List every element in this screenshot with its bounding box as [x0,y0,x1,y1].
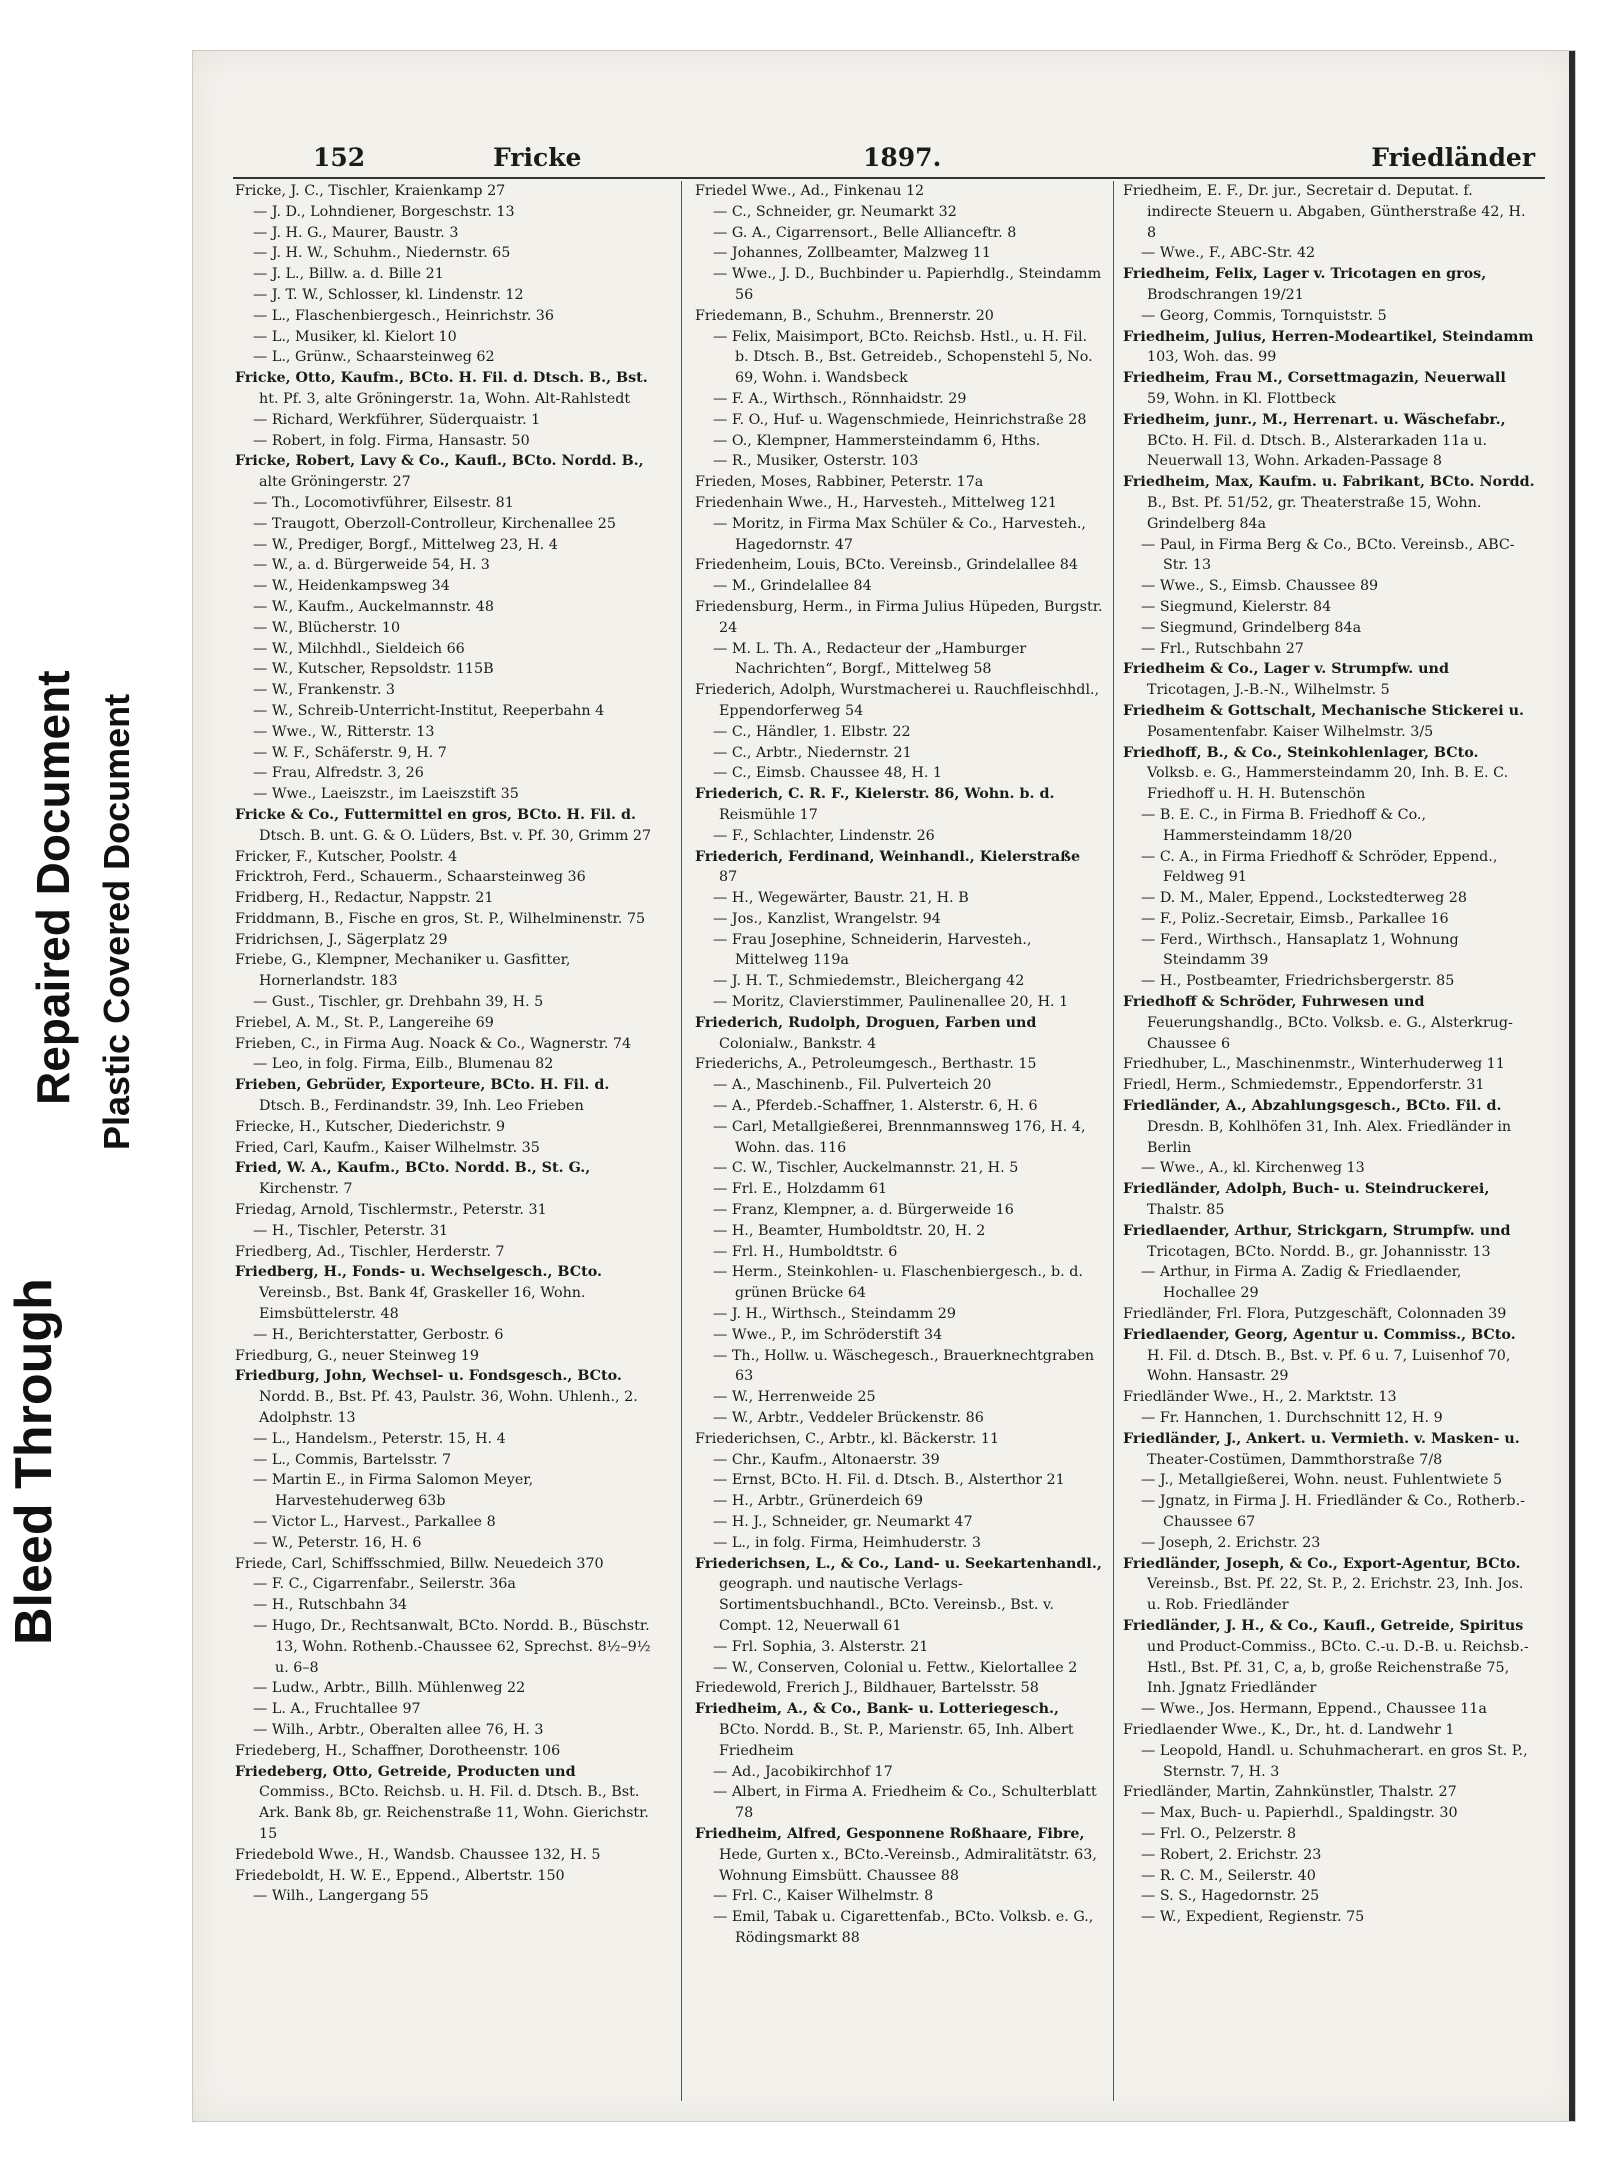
directory-entry: Friedländer, Frl. Flora, Putzgeschäft, Colonnaden 39 [1123,1306,1507,1323]
directory-entry: — Moritz, in Firma Max Schüler & Co., Harvesteh., Hagedornstr. 47 [713,515,1086,553]
directory-entry: — Traugott, Oberzoll-Controlleur, Kirchenallee 25 [253,515,616,532]
header-left-word: Fricke [493,143,582,172]
directory-entry: — C. A., in Firma Friedhoff & Schröder, Eppend., Feldweg 91 [1141,848,1498,886]
directory-entry: — Wwe., W., Ritterstr. 13 [253,723,435,740]
directory-entry: Fried, Carl, Kaufm., Kaiser Wilhelmstr. 35 [235,1139,540,1156]
directory-column-2 [695,181,1105,2101]
directory-entry: — Felix, Maisimport, BCto. Reichsb. Hstl., u. H. Fil. b. Dtsch. B., Bst. Getreideb., Schopenstehl 5, No. 69, Wohn. i. Wandsbeck [713,328,1093,387]
directory-entry: — Richard, Werkführer, Süderquaistr. 1 [253,411,541,428]
directory-entry: — Moritz, Clavierstimmer, Paulinenallee 20, H. 1 [713,994,1069,1011]
directory-entry: — Wwe., Laeiszstr., im Laeiszstift 35 [253,786,519,803]
directory-entry: — C., Arbtr., Niedernstr. 21 [713,744,912,761]
directory-entry: — L., Commis, Bartelsstr. 7 [253,1451,452,1468]
directory-entry: — Herm., Steinkohlen- u. Flaschenbiergesch., b. d. grünen Brücke 64 [713,1264,1083,1302]
directory-entry: — L., Flaschenbiergesch., Heinrichstr. 36 [253,307,554,324]
directory-entry: — H., Arbtr., Grünerdeich 69 [713,1493,923,1510]
column-divider [681,181,682,2101]
document-condition-labels [0,0,180,2177]
directory-entry: — Franz, Klempner, a. d. Bürgerweide 16 [713,1202,1014,1219]
directory-entry: — Martin E., in Firma Salomon Meyer, Harvestehuderweg 63b [253,1472,534,1510]
directory-entry: — J. D., Lohndiener, Borgeschstr. 13 [253,203,515,220]
directory-entry: — W., Herrenweide 25 [713,1389,876,1406]
directory-entry: — C., Eimsb. Chaussee 48, H. 1 [713,765,943,782]
directory-entry: Frieden, Moses, Rabbiner, Peterstr. 17a [695,474,984,491]
directory-entry: — Wwe., Jos. Hermann, Eppend., Chaussee 11a [1141,1701,1487,1718]
directory-entry: — M. L. Th. A., Redacteur der „Hamburger Nachrichten“, Borgf., Mittelweg 58 [713,640,1027,678]
directory-entry: — R., Musiker, Osterstr. 103 [713,453,919,470]
directory-entry: Fricktroh, Ferd., Schauerm., Schaarsteinweg 36 [235,869,586,886]
directory-entry: Friedeberg, H., Schaffner, Dorotheenstr. 106 [235,1742,561,1759]
directory-entry: — Frau Josephine, Schneiderin, Harvesteh., Mittelweg 119a [713,931,1032,969]
directory-entry: — W., Kaufm., Auckelmannstr. 48 [253,598,494,615]
directory-entry: Friecke, H., Kutscher, Diederichstr. 9 [235,1118,506,1135]
directory-entry: Fricke, Robert, Lavy & Co., Kaufl., BCto. Nordd. B., alte Gröningerstr. 27 [235,453,644,491]
directory-entry: Friedländer, J., Ankert. u. Vermieth. v. Masken- u. Theater-Costümen, Dammthorstraße 7/8 [1123,1430,1520,1468]
directory-entry: Friedländer, J. H., & Co., Kaufl., Getreide, Spiritus und Product-Commiss., BCto. C.-u. D.-B. u. Reichsb.-Hstl., Bst. Pf. 31, C, a, b, große Reichenstraße 75, Inh. Jgnatz Friedländer [1123,1617,1529,1697]
directory-entry: Friedebold Wwe., H., Wandsb. Chaussee 132, H. 5 [235,1846,601,1863]
directory-entry: — W., Blücherstr. 10 [253,619,401,636]
directory-entry: — W., Peterstr. 16, H. 6 [253,1534,422,1551]
directory-column-1 [235,181,663,2101]
directory-entry: — Wwe., S., Eimsb. Chaussee 89 [1141,578,1379,595]
directory-column-3 [1123,181,1535,2101]
directory-entry: — Max, Buch- u. Papierhdl., Spaldingstr. 30 [1141,1805,1458,1822]
directory-entry: — W., Conserven, Colonial u. Fettw., Kielortallee 2 [713,1659,1078,1676]
directory-entry: Friederich, C. R. F., Kielerstr. 86, Wohn. b. d. Reismühle 17 [695,786,1055,823]
directory-entry: — Leo, in folg. Firma, Eilb., Blumenau 82 [253,1056,554,1073]
directory-entry: — Robert, 2. Erichstr. 23 [1141,1846,1322,1863]
directory-entry: — Frau, Alfredstr. 3, 26 [253,765,424,782]
directory-entry: Fridrichsen, J., Sägerplatz 29 [235,931,448,948]
directory-entry: Fricke, J. C., Tischler, Kraienkamp 27 [235,183,506,199]
directory-entry: Friedenheim, Louis, BCto. Vereinsb., Grindelallee 84 [695,557,1078,574]
directory-entry: — L., in folg. Firma, Heimhuderstr. 3 [713,1534,981,1551]
directory-entry: Friedburg, John, Wechsel- u. Fondsgesch., BCto. Nordd. B., Bst. Pf. 43, Paulstr. 36, Wohn. Uhlenh., 2. Adolphstr. 13 [235,1368,638,1427]
directory-entry: — A., Pferdeb.-Schaffner, 1. Alsterstr. 6, H. 6 [713,1098,1038,1115]
directory-entry: Friedburg, G., neuer Steinweg 19 [235,1347,480,1364]
directory-entry: Friede, Carl, Schiffsschmied, Billw. Neuedeich 370 [235,1555,604,1572]
directory-entry: — Frl. E., Holzdamm 61 [713,1181,888,1198]
directory-entry: — Wilh., Arbtr., Oberalten allee 76, H. 3 [253,1721,544,1738]
directory-entry: — Ferd., Wirthsch., Hansaplatz 1, Wohnung Steindamm 39 [1141,931,1459,969]
directory-entry: — Jgnatz, in Firma J. H. Friedländer & Co., Rotherb.-Chaussee 67 [1141,1493,1525,1530]
directory-entry: — H., Wegewärter, Baustr. 21, H. B [713,890,969,907]
directory-entry: — Frl., Rutschbahn 27 [1141,640,1304,657]
directory-entry: Friedländer Wwe., H., 2. Marktstr. 13 [1123,1389,1397,1406]
directory-entry: — Arthur, in Firma A. Zadig & Friedlaender, Hochallee 29 [1141,1264,1462,1302]
plastic-covered-label: Plastic Covered Document [96,693,137,1150]
directory-entry: Friederichsen, L., & Co., Land- u. Seekartenhandl., geograph. und nautische Verlags-Sortimentsbuchhandl., BCto. Vereinsb., Bst. v. Compt. 12, Neuerwall 61 [695,1555,1102,1634]
directory-entry: Friedländer, Martin, Zahnkünstler, Thalstr. 27 [1123,1784,1457,1801]
bleed-through-label: Bleed Through [5,1278,63,1645]
directory-entry: — Frl. H., Humboldtstr. 6 [713,1243,898,1260]
header-right-word: Friedländer [1371,143,1535,172]
directory-entry: — Ad., Jacobikirchhof 17 [713,1763,893,1780]
directory-entry: — H., Berichterstatter, Gerbostr. 6 [253,1326,504,1343]
directory-entry: — Wwe., J. D., Buchbinder u. Papierhdlg., Steindamm 56 [713,266,1102,303]
directory-entry: Friedhoff & Schröder, Fuhrwesen und Feuerungshandlg., BCto. Volksb. e. G., Alsterkrug-Chaussee 6 [1123,994,1513,1052]
directory-entry: Friedheim, Julius, Herren-Modeartikel, Steindamm 103, Woh. das. 99 [1123,328,1534,366]
directory-entry: Friedeberg, Otto, Getreide, Producten und Commiss., BCto. Reichsb. u. H. Fil. d. Dtsch. B., Bst. Ark. Bank 8b, gr. Reichenstraße 11, Wohn. Gierichstr. 15 [235,1763,649,1842]
directory-entry: — W., Heidenkampsweg 34 [253,578,450,595]
directory-entry: — Carl, Metallgießerei, Brennmannsweg 176, H. 4, Wohn. das. 116 [713,1118,1086,1156]
directory-entry: — Johannes, Zollbeamter, Malzweg 11 [713,245,992,262]
directory-entry: — H., Beamter, Humboldtstr. 20, H. 2 [713,1222,986,1239]
directory-entry: — H., Tischler, Peterstr. 31 [253,1222,449,1239]
directory-entry: Fridberg, H., Redactur, Nappstr. 21 [235,890,494,907]
directory-entry: Fricker, F., Kutscher, Poolstr. 4 [235,848,458,865]
directory-entry: Friedeboldt, H. W. E., Eppend., Albertstr. 150 [235,1867,565,1884]
directory-entry: — F. C., Cigarrenfabr., Seilerstr. 36a [253,1576,516,1593]
directory-entry: — W., Arbtr., Veddeler Brückenstr. 86 [713,1410,984,1427]
directory-entry: — J., Metallgießerei, Wohn. neust. Fuhlentwiete 5 [1141,1472,1503,1489]
directory-entry: — Hugo, Dr., Rechtsanwalt, BCto. Nordd. B., Büschstr. 13, Wohn. Rothenb.-Chaussee 62, Sprechst. 8½–9½ u. 6–8 [253,1617,651,1676]
directory-entry: Friedlaender, Arthur, Strickgarn, Strumpfw. und Tricotagen, BCto. Nordd. B., gr. Johannisstr. 13 [1123,1222,1511,1260]
directory-entry: Friedheim, Max, Kaufm. u. Fabrikant, BCto. Nordd. B., Bst. Pf. 51/52, gr. Theaterstraße 15, Wohn. Grindelberg 84a [1123,474,1535,532]
directory-entry: — J. H. G., Maurer, Baustr. 3 [253,224,459,241]
directory-entry: — Paul, in Firma Berg & Co., BCto. Vereinsb., ABC-Str. 13 [1141,536,1515,574]
directory-entry: — Wwe., A., kl. Kirchenweg 13 [1141,1160,1365,1177]
directory-entry: — F., Schlachter, Lindenstr. 26 [713,827,935,844]
directory-entry: — Wwe., P., im Schröderstift 34 [713,1326,943,1343]
directory-entry: — W. F., Schäferstr. 9, H. 7 [253,744,447,761]
directory-entry: — W., Expedient, Regienstr. 75 [1141,1909,1365,1926]
directory-entry: — J. H. W., Schuhm., Niedernstr. 65 [253,245,511,262]
directory-entry: — C., Händler, 1. Elbstr. 22 [713,723,911,740]
directory-entry: — G. A., Cigarrensort., Belle Allianceftr. 8 [713,224,1017,241]
directory-entry: Friederich, Adolph, Wurstmacherei u. Rauchfleischhdl., Eppendorferweg 54 [695,682,1100,719]
directory-entry: — A., Maschinenb., Fil. Pulverteich 20 [713,1077,992,1094]
directory-entry: — L., Grünw., Schaarsteinweg 62 [253,349,495,366]
directory-entry: — H., Postbeamter, Friedrichsbergerstr. 85 [1141,973,1455,990]
directory-entry: Friedberg, H., Fonds- u. Wechselgesch., BCto. Vereinsb., Bst. Bank 4f, Graskeller 16, Wohn. Eimsbüttelerstr. 48 [235,1264,603,1323]
directory-entry: — J. H. T., Schmiedemstr., Bleichergang 42 [713,973,1025,990]
directory-entry: — C., Schneider, gr. Neumarkt 32 [713,203,957,220]
directory-entry: — Ernst, BCto. H. Fil. d. Dtsch. B., Alsterthor 21 [713,1472,1065,1489]
header-year: 1897. [863,143,942,172]
directory-entry: Frieben, C., in Firma Aug. Noack & Co., Wagnerstr. 74 [235,1035,632,1052]
directory-entry: — L., Handelsm., Peterstr. 15, H. 4 [253,1430,506,1447]
directory-entry: — Gust., Tischler, gr. Drehbahn 39, H. 5 [253,994,544,1011]
directory-entry: — R. C. M., Seilerstr. 40 [1141,1867,1316,1884]
repaired-document-label: Repaired Document [27,670,79,1105]
directory-entry: — C. W., Tischler, Auckelmannstr. 21, H. 5 [713,1160,1019,1177]
directory-entry: Friedheim & Co., Lager v. Strumpfw. und Tricotagen, J.-B.-N., Wilhelmstr. 5 [1123,661,1449,699]
directory-entry: — Victor L., Harvest., Parkallee 8 [253,1514,496,1530]
directory-entry: — Th., Locomotivführer, Eilsestr. 81 [253,494,514,511]
directory-entry: — L., Musiker, kl. Kielort 10 [253,328,457,345]
directory-entry: Friedl, Herm., Schmiedemstr., Eppendorferstr. 31 [1123,1077,1485,1094]
directory-entry: — M., Grindelallee 84 [713,578,872,595]
directory-entry: — Frl. Sophia, 3. Alsterstr. 21 [713,1638,929,1655]
directory-entry: Friederich, Ferdinand, Weinhandl., Kielerstraße 87 [695,848,1081,886]
directory-entry: — Albert, in Firma A. Friedheim & Co., Schulterblatt 78 [713,1784,1097,1822]
directory-entry: Friedag, Arnold, Tischlermstr., Peterstr. 31 [235,1202,547,1219]
directory-entry: — W., Kutscher, Repsoldstr. 115B [253,661,494,678]
directory-entry: — J. L., Billw. a. d. Bille 21 [253,266,444,283]
directory-entry: — Leopold, Handl. u. Schuhmacherart. en gros St. P., Sternstr. 7, H. 3 [1141,1742,1528,1780]
scanned-page [192,50,1576,2122]
directory-entry: Friedemann, B., Schuhm., Brennerstr. 20 [695,307,994,324]
directory-entry: Friedheim, Felix, Lager v. Tricotagen en gros, Brodschrangen 19/21 [1123,266,1487,303]
directory-entry: — Georg, Commis, Tornquiststr. 5 [1141,307,1387,324]
directory-entry: — Joseph, 2. Erichstr. 23 [1141,1534,1321,1551]
directory-entry: Friederich, Rudolph, Droguen, Farben und Colonialw., Bankstr. 4 [695,1014,1037,1052]
directory-entry: Friedberg, Ad., Tischler, Herderstr. 7 [235,1243,505,1260]
directory-entry: Friedenhain Wwe., H., Harvesteh., Mittelweg 121 [695,494,1057,511]
directory-entry: — F., Poliz.-Secretair, Eimsb., Parkallee 16 [1141,910,1449,927]
directory-entry: Friedheim, E. F., Dr. jur., Secretair d. Deputat. f. indirecte Steuern u. Abgaben, Güntherstraße 42, H. 8 [1123,183,1526,241]
directory-entry: — Frl. C., Kaiser Wilhelmstr. 8 [713,1888,934,1905]
directory-entry: Friedhoff, B., & Co., Steinkohlenlager, BCto. Volksb. e. G., Hammersteindamm 20, Inh. B. E. C. Friedhoff u. H. H. Butenschön [1123,744,1509,803]
directory-entry: — Siegmund, Kielerstr. 84 [1141,598,1332,615]
directory-entry: Friedheim & Gottschalt, Mechanische Stickerei u. Posamentenfabr. Kaiser Wilhelmstr. 3/5 [1123,702,1525,740]
directory-entry: Friddmann, B., Fische en gros, St. P., Wilhelminenstr. 75 [235,910,646,927]
directory-entry: Friedlaender Wwe., K., Dr., ht. d. Landwehr 1 [1123,1721,1455,1738]
directory-entry: Friedheim, A., & Co., Bank- u. Lotteriegesch., BCto. Nordd. B., St. P., Marienstr. 65, Inh. Albert Friedheim [695,1701,1074,1759]
directory-entry: — B. E. C., in Firma B. Friedhoff & Co., Hammersteindamm 18/20 [1141,806,1427,844]
directory-entry: Friedheim, Frau M., Corsettmagazin, Neuerwall 59, Wohn. in Kl. Flottbeck [1123,370,1506,407]
directory-entry: — W., Frankenstr. 3 [253,682,396,699]
directory-entry: Frieben, Gebrüder, Exporteure, BCto. H. Fil. d. Dtsch. B., Ferdinandstr. 39, Inh. Leo Frieben [235,1077,610,1115]
directory-entry: — Robert, in folg. Firma, Hansastr. 50 [253,432,530,449]
directory-entry: — W., Milchhdl., Sieldeich 66 [253,640,465,657]
directory-entry: — H., Rutschbahn 34 [253,1597,408,1614]
directory-entry: Friedheim, Alfred, Gesponnene Roßhaare, Fibre, Hede, Gurten x., BCto.-Vereinsb., Admiralitätstr. 63, Wohnung Eimsbütt. Chaussee 88 [695,1825,1097,1884]
directory-entry: Friedel Wwe., Ad., Finkenau 12 [695,183,925,199]
directory-entry: Fricke, Otto, Kaufm., BCto. H. Fil. d. Dtsch. B., Bst. ht. Pf. 3, alte Gröningerstr. 1a, Wohn. Alt-Rahlstedt [235,370,648,407]
directory-entry: Friederichs, A., Petroleumgesch., Berthastr. 15 [695,1056,1037,1073]
directory-entry: — F. O., Huf- u. Wagenschmiede, Heinrichstraße 28 [713,411,1087,428]
directory-entry: — Ludw., Arbtr., Billh. Mühlenweg 22 [253,1680,526,1697]
directory-entry: Friedländer, A., Abzahlungsgesch., BCto. Fil. d. Dresdn. B, Kohlhöfen 31, Inh. Alex. Friedländer in Berlin [1123,1098,1512,1156]
directory-entry: Friedländer, Adolph, Buch- u. Steindruckerei, Thalstr. 85 [1123,1181,1490,1219]
directory-entry: — Jos., Kanzlist, Wrangelstr. 94 [713,910,941,927]
page-number: 152 [313,143,366,172]
directory-entry: — Wilh., Langergang 55 [253,1888,429,1905]
directory-entry: — S. S., Hagedornstr. 25 [1141,1888,1320,1905]
directory-entry: Friebe, G., Klempner, Mechaniker u. Gasfitter, Hornerlandstr. 183 [235,952,571,990]
directory-entry: — W., Prediger, Borgf., Mittelweg 23, H. 4 [253,536,558,553]
directory-entry: — J. T. W., Schlosser, kl. Lindenstr. 12 [253,286,524,303]
directory-entry: — H. J., Schneider, gr. Neumarkt 47 [713,1514,973,1530]
directory-entry: — Wwe., F., ABC-Str. 42 [1141,245,1316,262]
directory-entry: Friederichsen, C., Arbtr., kl. Bäckerstr. 11 [695,1430,1000,1447]
directory-entry: — Frl. O., Pelzerstr. 8 [1141,1825,1297,1842]
directory-entry: Friedlaender, Georg, Agentur u. Commiss., BCto. H. Fil. d. Dtsch. B., Bst. v. Pf. 6 u. 7, Luisenhof 70, Wohn. Hansastr. 29 [1123,1326,1516,1385]
directory-entry: — Th., Hollw. u. Wäschegesch., Brauerknechtgraben 63 [713,1347,1095,1385]
directory-entry: Fried, W. A., Kaufm., BCto. Nordd. B., St. G., Kirchenstr. 7 [235,1160,591,1198]
directory-entry: — Chr., Kaufm., Altonaerstr. 39 [713,1451,940,1468]
directory-entry: — F. A., Wirthsch., Rönnhaidstr. 29 [713,390,967,407]
directory-entry: — O., Klempner, Hammersteindamm 6, Hths. [713,432,1041,449]
directory-entry: — W., a. d. Bürgerweide 54, H. 3 [253,557,490,574]
directory-entry: — L. A., Fruchtallee 97 [253,1701,421,1718]
directory-entry: — Fr. Hannchen, 1. Durchschnitt 12, H. 9 [1141,1410,1443,1427]
directory-entry: Friedländer, Joseph, & Co., Export-Agentur, BCto. Vereinsb., Bst. Pf. 22, St. P., 2. Erichstr. 23, Inh. Jos. u. Rob. Friedländer [1123,1555,1524,1614]
directory-entry: Friebel, A. M., St. P., Langereihe 69 [235,1014,494,1031]
directory-entry: Fricke & Co., Futtermittel en gros, BCto. H. Fil. d. Dtsch. B. unt. G. & O. Lüders, Bst. v. Pf. 30, Grimm 27 [235,806,652,844]
column-divider [1113,181,1114,2101]
directory-entry: — J. H., Wirthsch., Steindamm 29 [713,1306,956,1323]
directory-entry: — W., Schreib-Unterricht-Institut, Reeperbahn 4 [253,702,605,719]
directory-entry: Friedhuber, L., Maschinenmstr., Winterhuderweg 11 [1123,1056,1505,1073]
directory-entry: — D. M., Maler, Eppend., Lockstedterweg 28 [1141,890,1467,907]
header-rule [233,177,1545,179]
directory-entry: Friedensburg, Herm., in Firma Julius Hüpeden, Burgstr. 24 [695,598,1103,636]
directory-entry: Friedewold, Frerich J., Bildhauer, Bartelsstr. 58 [695,1680,1039,1697]
directory-entry: Friedheim, junr., M., Herrenart. u. Wäschefabr., BCto. H. Fil. d. Dtsch. B., Alsterarkaden 11a u. Neuerwall 13, Wohn. Arkaden-Passage 8 [1123,411,1506,470]
directory-entry: — Emil, Tabak u. Cigarettenfab., BCto. Volksb. e. G., Rödingsmarkt 88 [713,1909,1094,1946]
directory-entry: — Siegmund, Grindelberg 84a [1141,619,1362,636]
